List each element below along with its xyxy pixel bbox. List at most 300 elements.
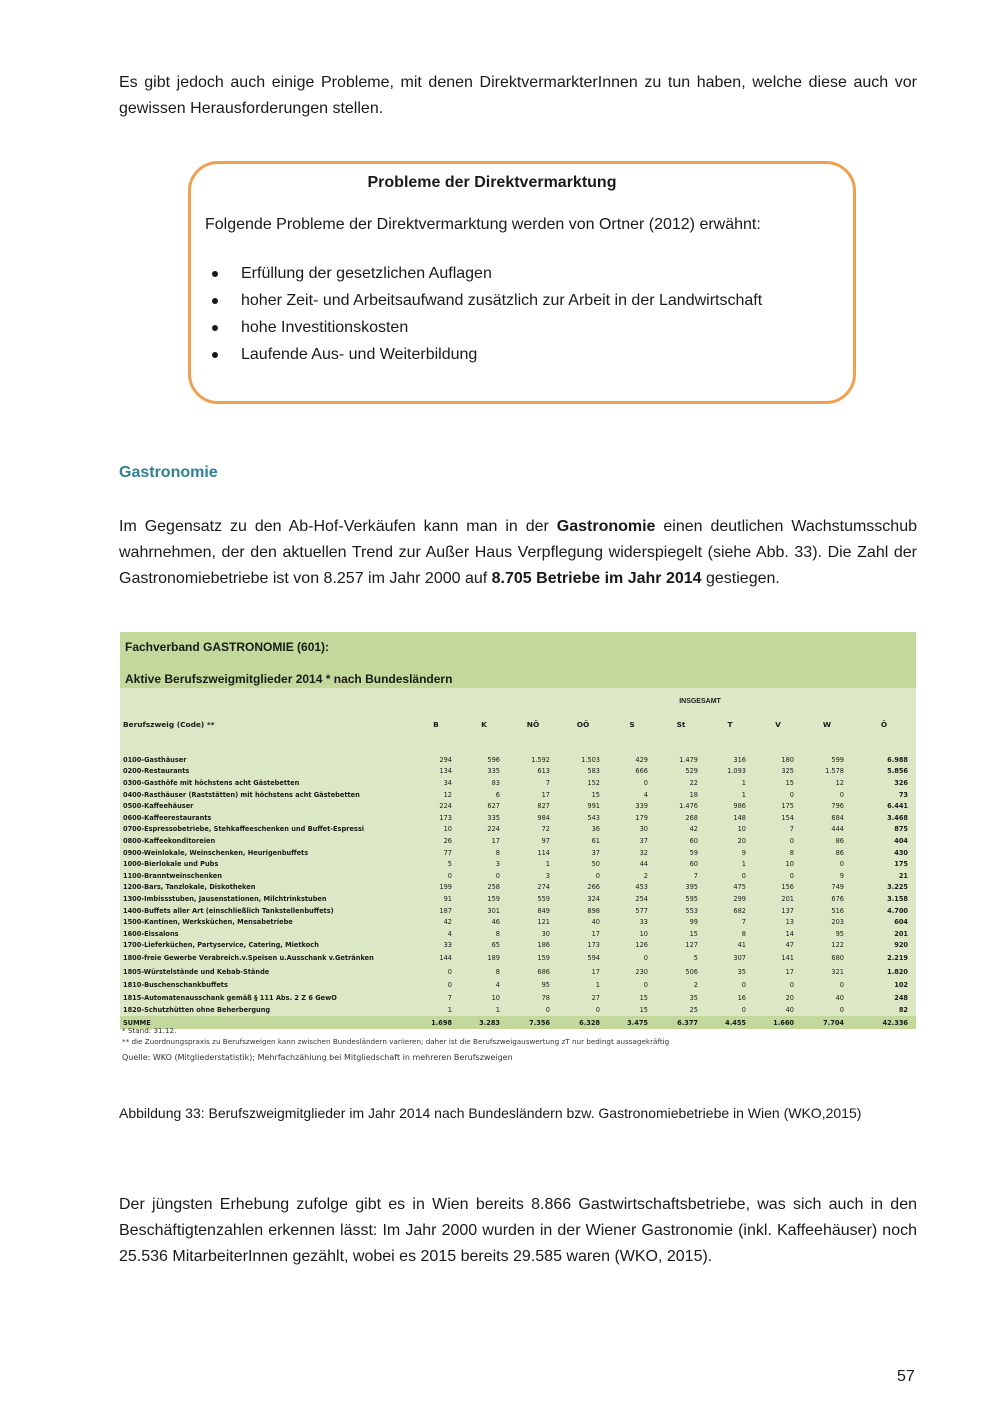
column-header: OÖ xyxy=(576,719,590,729)
row-label: 1800-freie Gewerbe Verabreich.v.Speisen u.Ausschank v.Getränken xyxy=(123,954,374,963)
table-cell: 1.820 xyxy=(887,968,908,977)
table-cell: 73 xyxy=(898,790,908,799)
table-cell: 95 xyxy=(541,980,550,989)
table-cell: 1.476 xyxy=(679,802,698,811)
bold-term: Gastronomie xyxy=(556,518,656,535)
column-header: V xyxy=(775,719,781,729)
table-row xyxy=(120,835,916,847)
table-cell: 8 xyxy=(789,848,794,857)
note-stand: * Stand: 31.12. xyxy=(122,1026,177,1035)
table-cell: 248 xyxy=(894,993,908,1002)
table-cell: 0 xyxy=(545,1006,550,1015)
table-row xyxy=(120,777,916,789)
table-cell: 3.158 xyxy=(887,894,908,903)
table-cell: 666 xyxy=(635,767,648,776)
table-cell: 17 xyxy=(591,929,600,938)
summe-cell: 7.704 xyxy=(802,1016,852,1029)
table-cell: 8 xyxy=(495,848,500,857)
table-cell: 60 xyxy=(689,860,698,869)
table-cell: 180 xyxy=(781,755,794,764)
table-cell: 1 xyxy=(495,1006,500,1015)
table-cell: 12 xyxy=(443,790,452,799)
table-cell: 326 xyxy=(894,778,908,787)
table-cell: 86 xyxy=(835,836,844,845)
table-cell: 159 xyxy=(537,954,550,963)
row-label: 1820-Schutzhütten ohne Beherbergung xyxy=(123,1006,271,1015)
table-cell: 15 xyxy=(689,929,698,938)
table-cell: 0 xyxy=(839,860,844,869)
summe-cell: 3.283 xyxy=(460,1016,508,1029)
table-cell: 34 xyxy=(443,778,452,787)
table-cell: 17 xyxy=(541,790,550,799)
table-cell: 1 xyxy=(447,1006,452,1015)
column-header: B xyxy=(433,719,439,729)
table-cell: 559 xyxy=(537,894,550,903)
table-cell: 0 xyxy=(643,980,648,989)
column-header: T xyxy=(727,719,733,729)
table-cell: 849 xyxy=(537,906,550,915)
table-cell: 37 xyxy=(639,836,648,845)
table-cell: 134 xyxy=(439,767,452,776)
table-cell: 986 xyxy=(733,802,746,811)
table-cell: 91 xyxy=(443,894,452,903)
table-cell: 0 xyxy=(495,871,500,880)
table-cell: 121 xyxy=(537,918,550,927)
table-cell: 0 xyxy=(839,790,844,799)
table-cell: 15 xyxy=(639,993,648,1002)
table-cell: 5 xyxy=(693,954,698,963)
table-cell: 7 xyxy=(789,825,794,834)
table-cell: 325 xyxy=(781,767,794,776)
table-cell: 749 xyxy=(831,883,844,892)
table-cell: 4 xyxy=(495,980,500,989)
table-cell: 0 xyxy=(643,954,648,963)
table-cell: 0 xyxy=(839,980,844,989)
row-label: 0400-Rasthäuser (Raststätten) mit höchstens acht Gästebetten xyxy=(123,790,360,799)
table-cell: 4 xyxy=(643,790,648,799)
row-label: 0800-Kaffeekonditoreien xyxy=(123,836,216,845)
table-cell: 156 xyxy=(781,883,794,892)
table-cell: 266 xyxy=(587,883,600,892)
table-cell: 72 xyxy=(541,825,550,834)
table-cell: 5.856 xyxy=(887,767,908,776)
table-cell: 50 xyxy=(591,860,600,869)
table-cell: 321 xyxy=(831,968,844,977)
row-label: 1500-Kantinen, Werksküchen, Mensabetriebe xyxy=(123,918,293,927)
table-cell: 0 xyxy=(741,980,746,989)
table-cell: 10 xyxy=(785,860,794,869)
column-header: S xyxy=(629,719,635,729)
table-cell: 30 xyxy=(639,825,648,834)
table-cell: 65 xyxy=(491,941,500,950)
table-cell: 33 xyxy=(639,918,648,927)
table-cell: 40 xyxy=(785,1006,794,1015)
table-cell: 676 xyxy=(831,894,844,903)
table-cell: 529 xyxy=(685,767,698,776)
table-row xyxy=(120,858,916,870)
column-header: Ö xyxy=(880,719,888,729)
table-cell: 1.503 xyxy=(581,755,600,764)
row-label: 0600-Kaffeerestaurants xyxy=(123,813,212,822)
table-row xyxy=(120,991,916,1005)
table-cell: 175 xyxy=(894,860,908,869)
table-cell: 516 xyxy=(831,906,844,915)
table-row xyxy=(120,800,916,812)
table-cell: 41 xyxy=(737,941,746,950)
table-cell: 1 xyxy=(741,778,746,787)
table-cell: 8 xyxy=(495,929,500,938)
summe-cell: 42.336 xyxy=(852,1016,916,1029)
table-cell: 1 xyxy=(545,860,550,869)
table-cell: 316 xyxy=(733,755,746,764)
table-cell: 599 xyxy=(831,755,844,764)
table-cell: 1 xyxy=(741,790,746,799)
table-cell: 3 xyxy=(545,871,550,880)
table-row xyxy=(120,905,916,917)
table-cell: 1.479 xyxy=(679,755,698,764)
note-zuordnung: ** die Zuordnungspraxis zu Berufszweigen kann zwischen Bundesländern variieren; daher ist die Berufszweigauswertung zT nur bedingt aussagekräftig xyxy=(122,1037,670,1046)
table-cell: 0 xyxy=(741,1006,746,1015)
table-cell: 13 xyxy=(785,918,794,927)
table-cell: 1.093 xyxy=(727,767,746,776)
table-cell: 154 xyxy=(781,813,794,822)
section-heading: Gastronomie xyxy=(119,464,218,481)
table-cell: 577 xyxy=(635,906,648,915)
table-cell: 1.578 xyxy=(825,767,844,776)
figure-caption: Abbildung 33: Berufszweigmitglieder im Jahr 2014 nach Bundesländern bzw. Gastronomiebetriebe in Wien (WKO,2015) xyxy=(119,1105,862,1121)
list-item: hohe Investitionskosten xyxy=(205,314,762,341)
table-cell: 37 xyxy=(591,848,600,857)
table-cell: 684 xyxy=(831,813,844,822)
gastronomie-paragraph: Im Gegensatz zu den Ab-Hof-Verkäufen kann man in der Gastronomie einen deutlichen Wachstumsschub wahrnehmen, der den aktuellen Trend zur Außer Haus Verpflegung widerspiegelt (siehe Abb. 33). Die Zahl der Gastronomiebetriebe ist von 8.257 im Jahr 2000 auf 8.705 Betriebe im Jahr 2014 gestiegen. xyxy=(119,518,917,587)
table-cell: 61 xyxy=(591,836,600,845)
table-cell: 307 xyxy=(733,954,746,963)
table-cell: 42 xyxy=(443,918,452,927)
row-label: 1100-Branntweinschenken xyxy=(123,871,222,880)
row-label: 1600-Eissalons xyxy=(123,929,179,938)
column-header-berufszweig: Berufszweig (Code) ** xyxy=(123,719,215,729)
table-cell: 36 xyxy=(591,825,600,834)
table-cell: 0 xyxy=(447,980,452,989)
table-cell: 8 xyxy=(495,968,500,977)
table-cell: 4 xyxy=(447,929,452,938)
table-cell: 613 xyxy=(537,767,550,776)
table-cell: 137 xyxy=(781,906,794,915)
table-row xyxy=(120,812,916,824)
row-label: 0900-Weinlokale, Weinschenken, Heurigenbuffets xyxy=(123,848,309,857)
table-cell: 30 xyxy=(541,929,550,938)
table-header-row xyxy=(120,712,916,736)
table-cell: 35 xyxy=(737,968,746,977)
table-cell: 201 xyxy=(894,929,908,938)
box-intro: Folgende Probleme der Direktvermarktung werden von Ortner (2012) erwähnt: xyxy=(205,216,761,233)
table-cell: 203 xyxy=(831,918,844,927)
table-row xyxy=(120,951,916,965)
box-title: Probleme der Direktvermarktung xyxy=(367,174,617,191)
table-cell: 78 xyxy=(541,993,550,1002)
row-label: 0700-Espressobetriebe, Stehkaffeeschenken und Buffet-Espressi xyxy=(123,825,365,834)
table-row xyxy=(120,766,916,778)
table-cell: 301 xyxy=(487,906,500,915)
table-cell: 395 xyxy=(685,883,698,892)
summe-cell: 7.356 xyxy=(508,1016,558,1029)
table-cell: 27 xyxy=(591,993,600,1002)
table-cell: 14 xyxy=(785,929,794,938)
table-cell: 475 xyxy=(733,883,746,892)
row-label: 1810-Buschenschankbuffets xyxy=(123,980,228,989)
table-cell: 86 xyxy=(835,848,844,857)
table-cell: 324 xyxy=(587,894,600,903)
table-cell: 18 xyxy=(689,790,698,799)
table-cell: 0 xyxy=(595,871,600,880)
figure-notes xyxy=(122,1024,902,1064)
table-cell: 6.988 xyxy=(887,755,908,764)
column-header: K xyxy=(481,719,487,729)
table-cell: 0 xyxy=(839,1006,844,1015)
table-cell: 32 xyxy=(639,848,648,857)
table-cell: 59 xyxy=(689,848,698,857)
summe-label: SUMME xyxy=(120,1016,412,1029)
table-cell: 3 xyxy=(495,860,500,869)
table-cell: 16 xyxy=(737,993,746,1002)
note-source: Quelle: WKO (Mitgliederstatistik); Mehrfachzählung bei Mitgliedschaft in mehreren Berufszweigen xyxy=(122,1053,513,1062)
summe-cell: 6.377 xyxy=(656,1016,706,1029)
table-cell: 230 xyxy=(635,968,648,977)
table-cell: 796 xyxy=(831,802,844,811)
table-row xyxy=(120,1005,916,1017)
table-cell: 430 xyxy=(894,848,908,857)
table-cell: 141 xyxy=(781,954,794,963)
table-cell: 0 xyxy=(643,778,648,787)
table-cell: 254 xyxy=(635,894,648,903)
figure-subtitle: Aktive Berufszweigmitglieder 2014 * nach Bundesländern xyxy=(125,672,453,686)
row-label: 0500-Kaffeehäuser xyxy=(123,802,194,811)
table-row xyxy=(120,928,916,940)
table-cell: 186 xyxy=(537,941,550,950)
table-cell: 15 xyxy=(639,1006,648,1015)
table-cell: 0 xyxy=(789,790,794,799)
table-cell: 920 xyxy=(894,941,908,950)
table-cell: 991 xyxy=(587,802,600,811)
summe-cell: 3.475 xyxy=(608,1016,656,1029)
problems-list xyxy=(205,260,762,368)
table-cell: 604 xyxy=(894,918,908,927)
table-cell: 453 xyxy=(635,883,648,892)
table-cell: 26 xyxy=(443,836,452,845)
table-cell: 12 xyxy=(835,778,844,787)
table-cell: 594 xyxy=(587,954,600,963)
table-cell: 25 xyxy=(689,1006,698,1015)
insgesamt-label: INSGESAMT xyxy=(679,698,721,705)
table-cell: 47 xyxy=(785,941,794,950)
problems-box xyxy=(188,161,856,404)
table-cell: 506 xyxy=(685,968,698,977)
table-cell: 898 xyxy=(587,906,600,915)
table-cell: 224 xyxy=(439,802,452,811)
table-cell: 2 xyxy=(693,980,698,989)
table-cell: 543 xyxy=(587,813,600,822)
table-cell: 22 xyxy=(689,778,698,787)
row-label: 1400-Buffets aller Art (einschließlich Tankstellenbuffets) xyxy=(123,906,334,915)
statistics-table-figure xyxy=(120,632,916,1027)
page-number: 57 xyxy=(897,1368,915,1385)
table-cell: 10 xyxy=(737,825,746,834)
table-cell: 1 xyxy=(741,860,746,869)
summe-cell: 4.455 xyxy=(706,1016,754,1029)
table-cell: 122 xyxy=(831,941,844,950)
figure-title: Fachverband GASTRONOMIE (601): xyxy=(125,640,330,654)
table-cell: 0 xyxy=(789,980,794,989)
table-cell: 682 xyxy=(733,906,746,915)
table-cell: 189 xyxy=(487,954,500,963)
intro-paragraph: Es gibt jedoch auch einige Probleme, mit denen DirektvermarkterInnen zu tun haben, welche diese auch vor gewissen Herausforderungen stellen. xyxy=(119,74,917,117)
table-cell: 46 xyxy=(491,918,500,927)
statistics-table xyxy=(120,712,916,1029)
row-label: 1700-Lieferküchen, Partyservice, Catering, Mietkoch xyxy=(123,941,319,950)
column-header: NÖ xyxy=(526,719,540,729)
table-cell: 299 xyxy=(733,894,746,903)
table-cell: 6 xyxy=(495,790,500,799)
table-cell: 15 xyxy=(591,790,600,799)
table-cell: 173 xyxy=(587,941,600,950)
table-cell: 7 xyxy=(545,778,550,787)
column-header: W xyxy=(822,719,832,729)
table-cell: 97 xyxy=(541,836,550,845)
table-cell: 102 xyxy=(894,980,908,989)
final-paragraph: Der jüngsten Erhebung zufolge gibt es in Wien bereits 8.866 Gastwirtschaftsbetriebe, was sich auch in den Beschäftigtenzahlen erkennen lässt: Im Jahr 2000 wurden in der Wiener Gastronomie (inkl. Kaffeehäuser) noch 25.536 MitarbeiterInnen gezählt, wobei es 2015 bereits 29.585 waren (WKO, 2015). xyxy=(119,1196,917,1265)
table-row xyxy=(120,754,916,766)
table-cell: 175 xyxy=(781,802,794,811)
table-cell: 44 xyxy=(639,860,648,869)
table-cell: 173 xyxy=(439,813,452,822)
table-cell: 114 xyxy=(537,848,550,857)
summe-cell: 1.698 xyxy=(412,1016,460,1029)
table-cell: 0 xyxy=(447,871,452,880)
table-cell: 0 xyxy=(789,871,794,880)
table-cell: 83 xyxy=(491,778,500,787)
table-row xyxy=(120,965,916,979)
table-cell: 127 xyxy=(685,941,698,950)
column-header: St xyxy=(676,719,686,729)
table-cell: 444 xyxy=(831,825,844,834)
table-cell: 10 xyxy=(639,929,648,938)
list-item: Laufende Aus- und Weiterbildung xyxy=(205,341,762,368)
row-label: 1000-Bierlokale und Pubs xyxy=(123,860,219,869)
bold-figure: 8.705 Betriebe im Jahr 2014 xyxy=(491,570,702,587)
row-label: 1300-Imbissstuben, Jausenstationen, Milchtrinkstuben xyxy=(123,894,327,903)
spacer-row xyxy=(120,736,916,754)
table-cell: 7 xyxy=(447,993,452,1002)
table-cell: 33 xyxy=(443,941,452,950)
table-cell: 984 xyxy=(537,813,550,822)
list-item: Erfüllung der gesetzlichen Auflagen xyxy=(205,260,762,287)
table-cell: 40 xyxy=(835,993,844,1002)
table-cell: 20 xyxy=(785,993,794,1002)
table-cell: 335 xyxy=(487,813,500,822)
row-label: 1805-Würstelstände und Kebab-Stände xyxy=(123,968,270,977)
table-cell: 268 xyxy=(685,813,698,822)
table-cell: 7 xyxy=(693,871,698,880)
table-cell: 595 xyxy=(685,894,698,903)
table-cell: 148 xyxy=(733,813,746,822)
table-cell: 77 xyxy=(443,848,452,857)
table-cell: 10 xyxy=(491,993,500,1002)
table-cell: 126 xyxy=(635,941,648,950)
table-cell: 17 xyxy=(491,836,500,845)
figure-header xyxy=(120,632,916,688)
list-item: hoher Zeit- und Arbeitsaufwand zusätzlich zur Arbeit in der Landwirtschaft xyxy=(205,287,762,314)
table-cell: 9 xyxy=(839,871,844,880)
table-cell: 20 xyxy=(737,836,746,845)
table-cell: 2.219 xyxy=(887,954,908,963)
table-cell: 21 xyxy=(898,871,908,880)
table-cell: 1 xyxy=(595,980,600,989)
table-cell: 875 xyxy=(894,825,908,834)
table-cell: 294 xyxy=(439,755,452,764)
table-row xyxy=(120,847,916,859)
table-cell: 144 xyxy=(439,954,452,963)
table-cell: 17 xyxy=(785,968,794,977)
table-cell: 8 xyxy=(741,929,746,938)
table-row xyxy=(120,789,916,801)
table-cell: 187 xyxy=(439,906,452,915)
table-cell: 10 xyxy=(443,825,452,834)
row-label: 0300-Gasthöfe mit höchstens acht Gästebetten xyxy=(123,778,300,787)
table-cell: 553 xyxy=(685,906,698,915)
table-row xyxy=(120,940,916,952)
table-cell: 42 xyxy=(689,825,698,834)
table-cell: 4.700 xyxy=(887,906,908,915)
table-cell: 82 xyxy=(898,1006,908,1015)
table-cell: 201 xyxy=(781,894,794,903)
table-cell: 60 xyxy=(689,836,698,845)
table-cell: 7 xyxy=(741,918,746,927)
row-label: 0100-Gasthäuser xyxy=(123,755,187,764)
table-cell: 339 xyxy=(635,802,648,811)
table-cell: 152 xyxy=(587,778,600,787)
table-cell: 258 xyxy=(487,883,500,892)
table-cell: 274 xyxy=(537,883,550,892)
table-cell: 583 xyxy=(587,767,600,776)
table-cell: 0 xyxy=(741,871,746,880)
table-cell: 95 xyxy=(835,929,844,938)
table-cell: 0 xyxy=(447,968,452,977)
table-cell: 17 xyxy=(591,968,600,977)
table-cell: 179 xyxy=(635,813,648,822)
table-cell: 0 xyxy=(789,836,794,845)
table-row xyxy=(120,882,916,894)
table-cell: 3.225 xyxy=(887,883,908,892)
row-label: 1815-Automatenausschank gemäß § 111 Abs. 2 Z 6 GewO xyxy=(123,993,337,1002)
table-row xyxy=(120,916,916,928)
table-cell: 335 xyxy=(487,767,500,776)
table-cell: 199 xyxy=(439,883,452,892)
table-cell: 9 xyxy=(741,848,746,857)
table-row xyxy=(120,979,916,991)
table-cell: 680 xyxy=(831,954,844,963)
table-cell: 686 xyxy=(537,968,550,977)
table-row xyxy=(120,870,916,882)
table-cell: 627 xyxy=(487,802,500,811)
table-cell: 6.441 xyxy=(887,802,908,811)
summe-cell: 6.328 xyxy=(558,1016,608,1029)
row-label: 0200-Restaurants xyxy=(123,767,190,776)
table-cell: 2 xyxy=(643,871,648,880)
table-cell: 99 xyxy=(689,918,698,927)
table-cell: 429 xyxy=(635,755,648,764)
summe-cell: 1.660 xyxy=(754,1016,802,1029)
table-row xyxy=(120,893,916,905)
